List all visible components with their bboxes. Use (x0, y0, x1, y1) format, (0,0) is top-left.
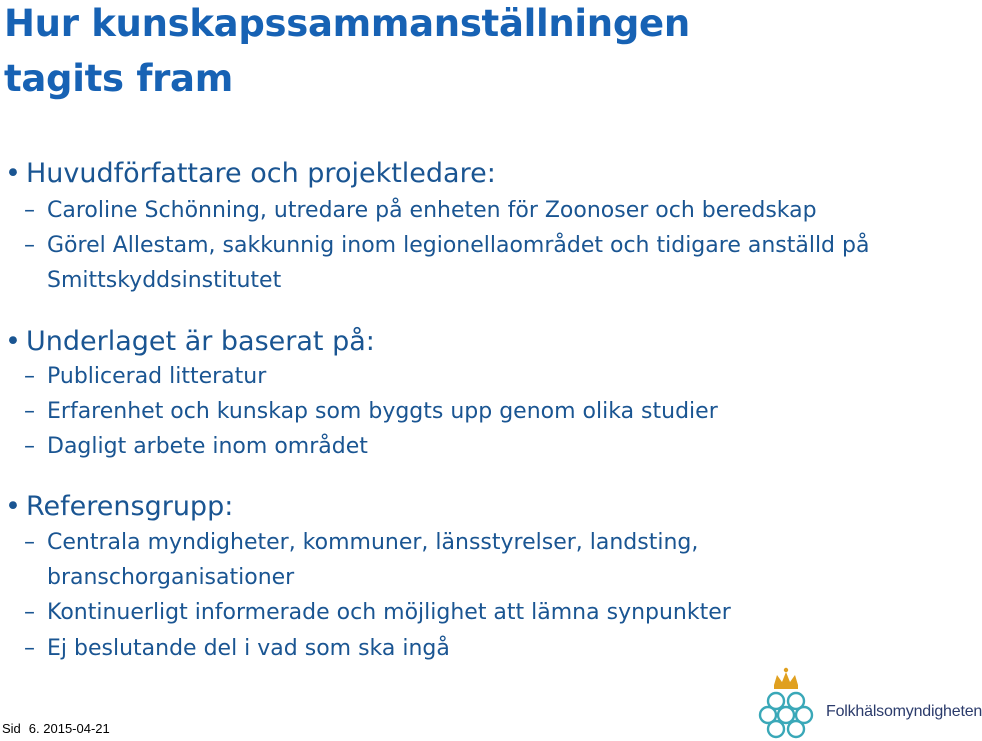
dash-marker: – (24, 636, 35, 661)
sub-item (24, 432, 368, 462)
dash-marker: – (24, 399, 35, 424)
sub-item-continuation: Smittskyddsinstitutet (47, 268, 282, 293)
footer-date: 2015-04-21 (43, 721, 110, 736)
slide-footer (2, 721, 110, 736)
bullet-dot: • (5, 326, 21, 357)
logo-wordmark: Folkhälsomyndigheten (826, 703, 982, 720)
sub-item (24, 362, 266, 392)
dash-marker: – (24, 530, 35, 555)
footer-label: Sid (2, 721, 21, 736)
sub-item-text: Caroline Schönning, utredare på enheten för Zoonoser och beredskap (47, 198, 817, 223)
bullet-heading-text: Underlaget är baserat på: (26, 326, 375, 357)
footer-page-number: 6. (28, 721, 40, 736)
sub-item (24, 528, 698, 558)
sub-item-text: Erfarenhet och kunskap som byggts upp genom olika studier (47, 399, 718, 424)
knot-emblem-icon (760, 693, 812, 737)
sub-item (24, 634, 450, 664)
bullet-dot: • (5, 158, 21, 189)
bullet-heading-authors (5, 157, 496, 191)
dash-marker: – (24, 434, 35, 459)
sub-item-text: Ej beslutande del i vad som ska ingå (47, 636, 450, 661)
sub-item-text: Dagligt arbete inom området (47, 434, 368, 459)
sub-item-text: Publicerad litteratur (47, 364, 267, 389)
sub-item-text: Görel Allestam, sakkunnig inom legionellaområdet och tidigare anställd på (47, 233, 870, 258)
bullet-dot: • (5, 491, 21, 522)
sub-item-text: Centrala myndigheter, kommuner, länsstyrelser, landsting, (47, 530, 699, 555)
dash-marker: – (24, 364, 35, 389)
slide-title (4, 0, 690, 106)
sub-item-continuation: branschorganisationer (47, 565, 295, 590)
sub-item (24, 598, 731, 628)
dash-marker: – (24, 233, 35, 258)
sub-item-text: Kontinuerligt informerade och möjlighet att lämna synpunkter (47, 600, 731, 625)
sub-item (24, 397, 718, 427)
bullet-heading-text: Referensgrupp: (26, 491, 234, 522)
sub-item (24, 231, 869, 261)
slide-title-line-1: Hur kunskapssammanställningen (4, 2, 690, 45)
sub-item (24, 196, 817, 226)
bullet-heading-reference-group (5, 490, 233, 524)
bullet-heading-basis (5, 325, 375, 359)
dash-marker: – (24, 198, 35, 223)
crown-icon (774, 668, 798, 689)
slide-title-line-2: tagits fram (4, 57, 233, 100)
bullet-heading-text: Huvudförfattare och projektledare: (26, 158, 496, 189)
dash-marker: – (24, 600, 35, 625)
